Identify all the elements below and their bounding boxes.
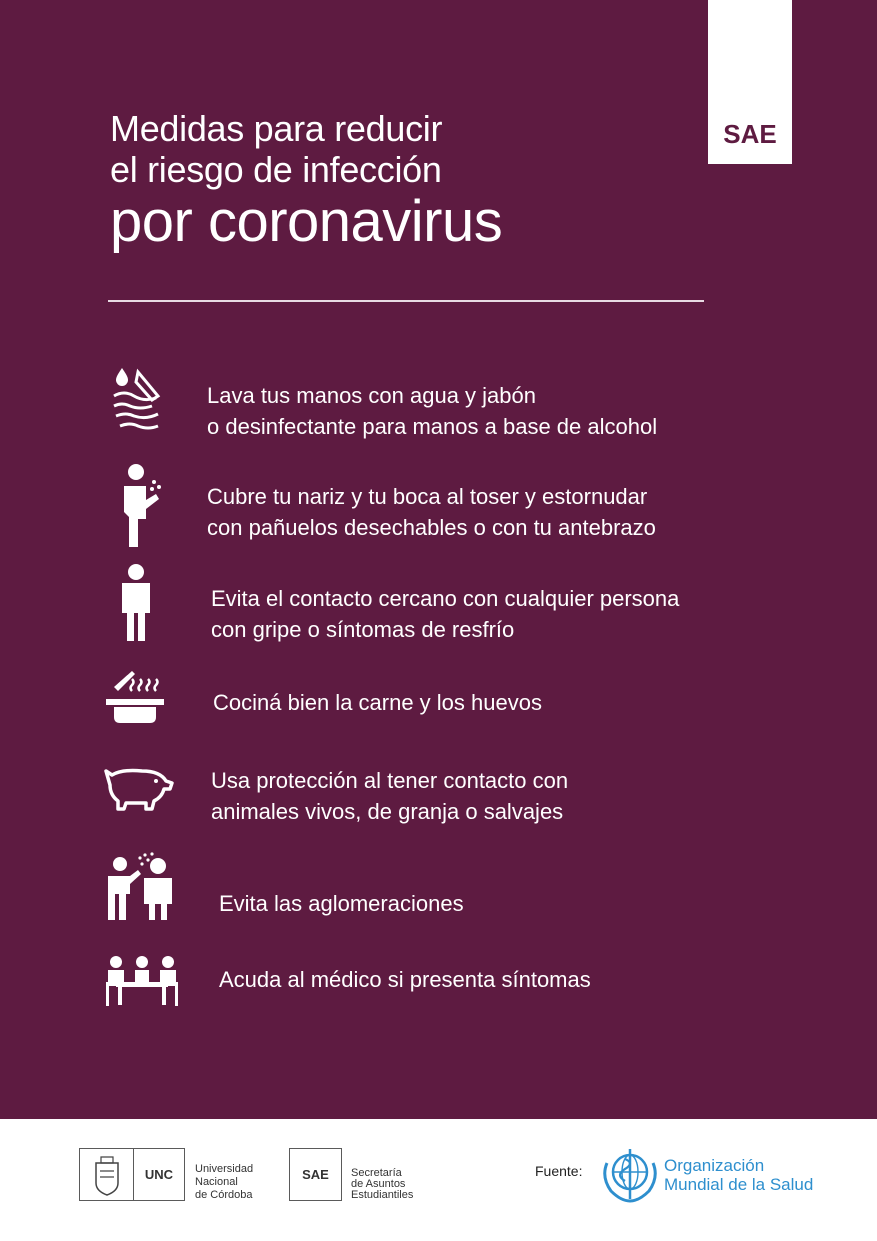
sae-line: Secretaría [351,1167,402,1179]
measure-line-2: con pañuelos desechables o con tu antebrazo [207,515,656,540]
unc-line: Nacional [195,1176,238,1188]
unc-line: de Córdoba [195,1189,253,1201]
sae-tab [708,0,792,164]
person-icon [118,563,154,641]
page-title [110,108,502,254]
who-name [664,1156,813,1194]
measure-line-1: Acuda al médico si presenta síntomas [219,967,591,992]
sae-name [351,1168,413,1201]
measure-line-1: Evita el contacto cercano con cualquier persona [211,586,680,611]
measure-line-1: Lava tus manos con agua y jabón [207,383,537,408]
who-line-2: Mundial de la Salud [664,1175,814,1194]
handwashing-icon [108,366,164,436]
unc-line: Universidad [195,1163,254,1175]
who-line-1: Organización [664,1156,765,1175]
who-emblem-icon [599,1145,661,1208]
sneezing-crowd-icon [102,850,178,922]
title-divider [108,300,704,302]
sae-line: de Asuntos [351,1178,406,1190]
doctor-consultation-icon [104,952,180,1008]
sae-logo: SAE [289,1148,342,1201]
measure-line-1: Evita las aglomeraciones [219,891,464,916]
title-line-2: el riesgo de infección [110,149,442,190]
title-line-1: Medidas para reducir [110,108,443,149]
sae-tab-label: SAE [723,119,777,149]
measure-line-2: con gripe o síntomas de resfrío [211,617,515,642]
sae-line: Estudiantiles [351,1189,414,1201]
unc-name [195,1163,253,1202]
unc-seal-icon [80,1149,134,1200]
measure-line-1: Cociná bien la carne y los huevos [213,690,542,715]
source-label: Fuente: [535,1163,583,1179]
unc-label: UNC [144,1167,174,1182]
measure-line-1: Cubre tu nariz y tu boca al toser y estornudar [207,484,648,509]
pig-icon [102,765,174,813]
title-line-3: por coronavirus [110,189,503,254]
cooking-pot-icon [104,667,166,725]
measure-line-2: o desinfectante para manos a base de alcohol [207,414,658,439]
cough-icon [114,462,164,548]
measure-line-1: Usa protección al tener contacto con [211,768,569,793]
unc-logo [79,1148,185,1201]
measure-line-2: animales vivos, de granja o salvajes [211,799,564,824]
